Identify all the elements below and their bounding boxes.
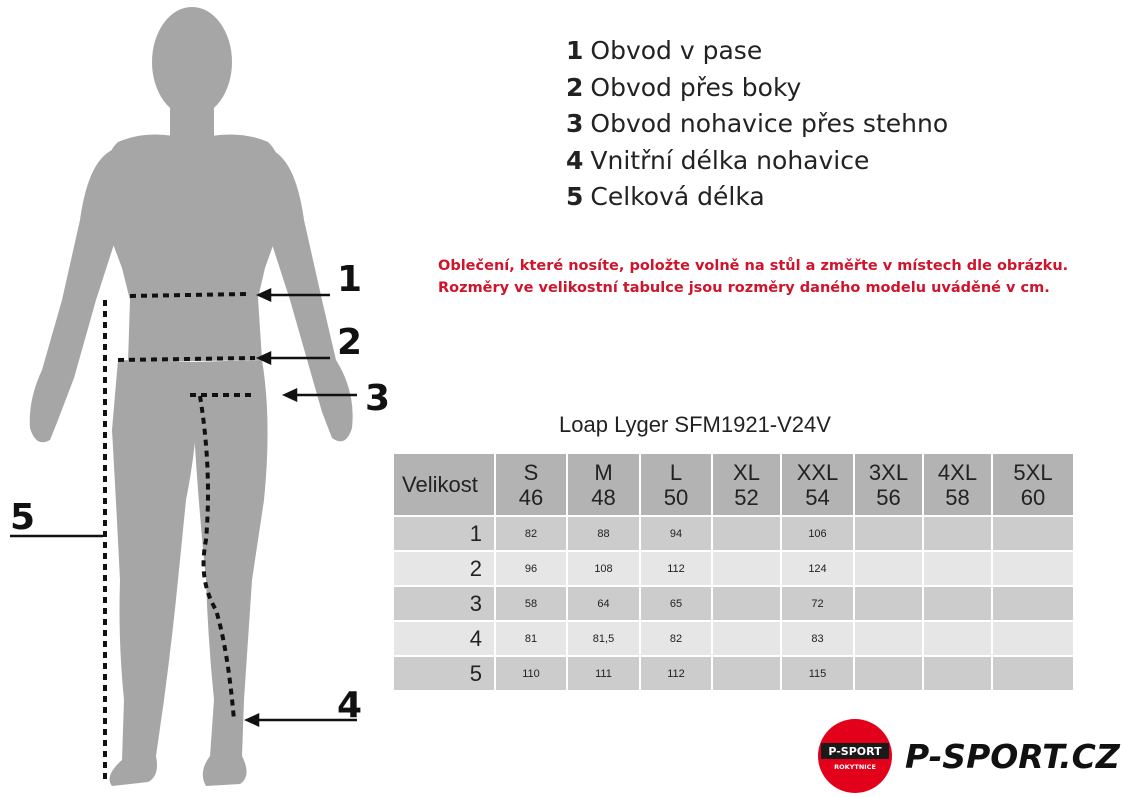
size-table	[392, 452, 1075, 692]
table-cell: 64	[567, 586, 640, 621]
table-cell	[923, 551, 992, 586]
table-cell	[712, 551, 781, 586]
header-size-5xl	[992, 453, 1074, 516]
table-cell	[854, 551, 923, 586]
header-size-3xl	[854, 453, 923, 516]
table-cell	[854, 586, 923, 621]
legend-number: 2	[566, 72, 584, 102]
legend-text: Obvod v pase	[590, 36, 763, 65]
table-cell	[992, 656, 1074, 691]
table-cell: 65	[640, 586, 712, 621]
row-label: 3	[393, 586, 495, 621]
row-label: 1	[393, 516, 495, 551]
header-size-s	[495, 453, 567, 516]
header-size-xl	[712, 453, 781, 516]
legend-number: 3	[566, 109, 584, 138]
table-row	[393, 586, 1074, 621]
eu-size: 48	[591, 484, 616, 510]
table-cell	[712, 621, 781, 656]
table-cell: 72	[781, 586, 854, 621]
measurement-instructions	[438, 255, 1098, 299]
table-cell: 82	[640, 621, 712, 656]
marker-5: 5	[10, 497, 36, 538]
eu-size: 46	[518, 484, 544, 510]
legend-number: 5	[566, 182, 584, 211]
size-label: 3XL	[868, 459, 909, 485]
table-cell	[712, 656, 781, 691]
marker-4: 4	[337, 685, 363, 726]
marker-1: 1	[337, 259, 363, 300]
table-cell	[854, 656, 923, 691]
legend-item	[566, 180, 948, 217]
table-row	[393, 656, 1074, 691]
table-row	[393, 621, 1074, 656]
header-size-4xl	[923, 453, 992, 516]
table-cell: 112	[640, 551, 712, 586]
legend-text: Celková délka	[590, 182, 765, 211]
table-cell	[854, 516, 923, 551]
table-header-row	[393, 453, 1074, 516]
size-label: 4XL	[937, 459, 978, 485]
eu-size: 54	[805, 484, 830, 510]
table-cell	[854, 621, 923, 656]
table-cell: 81,5	[567, 621, 640, 656]
legend-item	[566, 107, 948, 144]
table-cell: 106	[781, 516, 854, 551]
eu-size: 52	[734, 484, 759, 510]
legend-text: Vnitřní délka nohavice	[590, 145, 870, 175]
eu-size: 60	[1020, 484, 1046, 510]
table-cell	[923, 656, 992, 691]
marker-2: 2	[337, 322, 363, 363]
legend-text: Obvod nohavice přes stehno	[590, 109, 949, 138]
table-cell: 111	[567, 656, 640, 691]
legend-number: 1	[566, 36, 584, 65]
instruction-line: Oblečení, které nosíte, položte volně na stůl a změřte v místech dle obrázku.	[438, 258, 1069, 274]
table-cell	[923, 621, 992, 656]
table-cell	[992, 586, 1074, 621]
table-cell	[992, 516, 1074, 551]
legend-item	[566, 34, 948, 71]
table-cell: 58	[495, 586, 567, 621]
table-cell	[712, 516, 781, 551]
table-body	[393, 516, 1074, 691]
legend-number: 4	[566, 145, 584, 175]
eu-size: 50	[663, 484, 689, 510]
table-cell: 94	[640, 516, 712, 551]
size-label: 5XL	[1013, 459, 1053, 485]
table-cell	[992, 551, 1074, 586]
logo-wordmark: P-SPORT.CZ	[905, 737, 1120, 776]
instruction-line: Rozměry ve velikostní tabulce jsou rozměry daného modelu uváděné v cm.	[438, 280, 1050, 296]
size-label: XL	[733, 459, 760, 485]
measurement-legend	[566, 34, 948, 217]
table-title: Loap Lyger SFM1921-V24V	[559, 412, 831, 437]
size-label: M	[594, 459, 613, 485]
table-cell	[923, 586, 992, 621]
body-figure	[0, 0, 400, 794]
row-label: 4	[393, 621, 495, 656]
table-cell	[923, 516, 992, 551]
header-size-l	[640, 453, 712, 516]
legend-item	[566, 144, 948, 181]
table-cell	[992, 621, 1074, 656]
marker-3: 3	[365, 378, 391, 419]
header-size-m	[567, 453, 640, 516]
table-row	[393, 551, 1074, 586]
table-cell: 82	[495, 516, 567, 551]
size-label: L	[669, 459, 683, 485]
table-cell: 115	[781, 656, 854, 691]
table-cell: 96	[495, 551, 567, 586]
header-velikost: Velikost	[393, 453, 495, 516]
badge-top-text: P-SPORT	[828, 745, 882, 758]
legend-item	[566, 71, 948, 108]
table-cell: 81	[495, 621, 567, 656]
badge-bottom-text: ROKYTNICE	[834, 763, 876, 771]
table-cell	[712, 586, 781, 621]
table-cell: 108	[567, 551, 640, 586]
row-label: 5	[393, 656, 495, 691]
table-cell: 110	[495, 656, 567, 691]
size-label: XXL	[796, 459, 839, 485]
eu-size: 58	[945, 484, 970, 510]
table-cell: 112	[640, 656, 712, 691]
legend-text: Obvod přes boky	[590, 72, 802, 102]
eu-size: 56	[876, 484, 901, 510]
header-size-xxl	[781, 453, 854, 516]
size-label: S	[523, 459, 539, 485]
table-row	[393, 516, 1074, 551]
table-cell: 83	[781, 621, 854, 656]
table-cell: 124	[781, 551, 854, 586]
row-label: 2	[393, 551, 495, 586]
table-cell: 88	[567, 516, 640, 551]
